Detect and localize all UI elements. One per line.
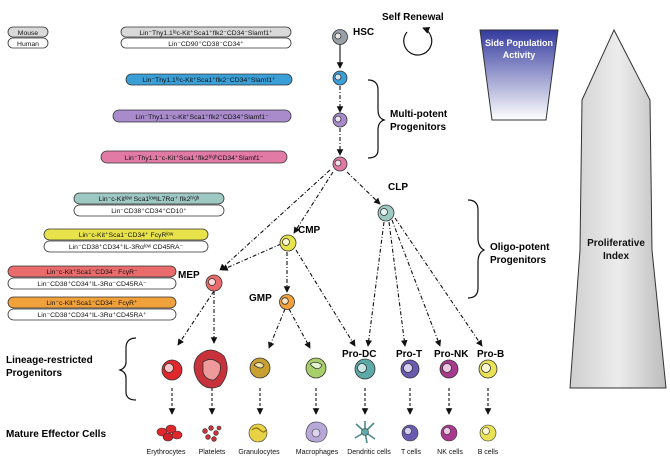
lineage-label-1: Lineage-restricted bbox=[6, 355, 93, 366]
hsc-mouse-markers: Lin⁻Thy1.1ˡᵒc-Kit⁺Sca1⁺flk2⁻CD34⁻Slamf1⁺ bbox=[139, 30, 273, 37]
clp-mouse-markers: Lin⁻c-Kitˡᵒʷ Sca1ˡᵒʷIL7Rα⁺ flk2ʰⁱᵍʰ bbox=[98, 196, 200, 203]
legend-mouse: Mouse bbox=[17, 30, 39, 37]
t-cell-icon bbox=[402, 425, 418, 441]
oligopotent-label-2: Progenitors bbox=[490, 255, 547, 266]
nk-cell-icon bbox=[441, 425, 457, 441]
side-population-label-2: Activity bbox=[502, 50, 536, 60]
hsc-label: HSC bbox=[353, 27, 375, 38]
dendritic-cell-icon bbox=[355, 421, 375, 443]
oligopotent-bracket bbox=[468, 200, 484, 298]
prot-label: Pro-T bbox=[396, 349, 423, 360]
oligopotent-label-1: Oligo-potent bbox=[490, 242, 550, 253]
erythrocyte-icon bbox=[157, 425, 182, 441]
multipotent-label-2: Progenitors bbox=[390, 122, 447, 133]
progenitor-labels bbox=[342, 349, 504, 360]
gmp-label: GMP bbox=[249, 293, 272, 304]
multipotent-bracket bbox=[368, 80, 384, 158]
species-legend bbox=[8, 27, 48, 48]
marker-pills bbox=[8, 27, 292, 320]
node-labels bbox=[178, 27, 408, 304]
cmp-label: CMP bbox=[298, 225, 321, 236]
gmp-mouse-markers: Lin⁻c-Kit⁺Sca1⁻CD34⁻ FcγR⁺ bbox=[46, 300, 138, 307]
lineage-bracket bbox=[120, 338, 136, 400]
prob-label: Pro-B bbox=[477, 349, 505, 360]
mature-cell-labels bbox=[147, 449, 499, 456]
granulocyte-icon bbox=[249, 424, 267, 442]
mpp3-markers: Lin⁻Thy1.1⁻c-Kit⁺Sca1⁺flk2ʰⁱᵍʰCD34⁺Slamf1⁻ bbox=[124, 155, 264, 162]
proliferative-index-shape bbox=[570, 30, 666, 388]
cmp-human-markers: Lin⁻CD38⁺CD34⁺IL-3Rαˡᵒʷ CD45RA⁻ bbox=[68, 244, 184, 251]
proliferative-index-spindle bbox=[570, 30, 666, 388]
mature-cells bbox=[157, 421, 496, 443]
mep-label: MEP bbox=[178, 270, 200, 281]
cell-label-nk-cells: NK cells bbox=[437, 449, 463, 456]
mpp2-markers: Lin⁻Thy1.1⁻c-Kit⁺Sca1⁺flk2⁺CD34⁺Slamf1⁻ bbox=[135, 114, 269, 121]
side-population-funnel bbox=[480, 30, 558, 120]
prodc-label: Pro-DC bbox=[342, 349, 377, 360]
self-renewal-label: Self Renewal bbox=[382, 12, 444, 23]
lineage-label-2: Progenitors bbox=[6, 368, 63, 379]
proliferative-label-1: Proliferative bbox=[587, 238, 645, 249]
cell-label-erythrocytes: Erythrocytes bbox=[146, 449, 186, 456]
cell-label-platelets: Platelets bbox=[198, 449, 226, 456]
macrophage-icon bbox=[306, 422, 327, 442]
self-renewal bbox=[382, 12, 444, 55]
gmp-human-markers: Lin⁻CD38⁺CD34⁺IL-3Rα⁺CD45RA⁺ bbox=[37, 312, 147, 319]
cmp-mouse-markers: Lin⁻c-Kit⁺Sca1⁻CD34⁺ FcγRˡᵒʷ bbox=[78, 232, 174, 239]
legend-human: Human bbox=[17, 41, 39, 48]
clp-human-markers: Lin⁻CD38⁺CD34⁺CD10⁺ bbox=[111, 208, 187, 215]
mep-human-markers: Lin⁻CD38⁺CD34⁺IL-3Rα⁻CD45RA⁻ bbox=[37, 281, 147, 288]
hsc-human-markers: Lin⁻CD90⁺CD38⁻CD34⁺ bbox=[168, 41, 244, 48]
progenitor-cells bbox=[206, 30, 394, 310]
clp-label: CLP bbox=[388, 182, 408, 193]
multipotent-label-1: Multi-potent bbox=[390, 109, 448, 120]
cell-label-t-cells: T cells bbox=[400, 449, 422, 456]
b-cell-icon bbox=[480, 425, 496, 441]
cell-label-b-cells: B cells bbox=[477, 449, 499, 456]
cell-label-macrophages: Macrophages bbox=[295, 449, 339, 456]
side-population-label-1: Side Population bbox=[484, 38, 554, 48]
cell-label-granulocytes: Granulocytes bbox=[238, 449, 280, 456]
mep-mouse-markers: Lin⁻c-Kit⁺Sca1⁻CD34⁻ FcγR⁻ bbox=[46, 269, 138, 276]
mpp1-markers: Lin⁻Thy1.1ˡᵒc-Kit⁺Sca1⁺flk2⁻CD34⁺Slamf1⁺ bbox=[142, 77, 276, 84]
mature-cells-label: Mature Effector Cells bbox=[6, 429, 107, 440]
cell-label-dendritic-cells: Dendritic cells bbox=[347, 449, 391, 456]
proliferative-label-2: Index bbox=[602, 251, 630, 262]
self-renewal-arrow bbox=[404, 28, 432, 55]
platelet-icon bbox=[203, 426, 221, 442]
pronk-label: Pro-NK bbox=[434, 349, 469, 360]
